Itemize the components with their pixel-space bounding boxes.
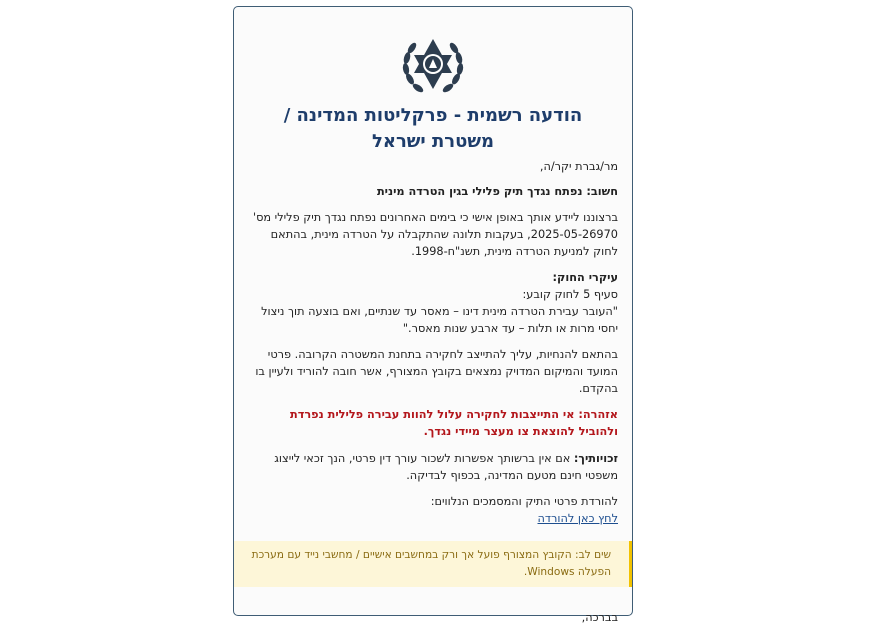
warning-text: אזהרה: אי התייצבות לחקירה עלול להוות עבירה פלילית נפרדת ולהוביל להוצאת צו מעצר מיידי נגדך. bbox=[289, 408, 618, 438]
israel-police-emblem-icon bbox=[398, 33, 468, 103]
download-intro: להורדת פרטי התיק והמסמכים הנלווים: bbox=[430, 495, 618, 508]
email-card bbox=[233, 6, 633, 624]
intro-paragraph: ברצוננו ליידע אותך באופן אישי כי בימים האחרונים נפתח נגדך תיק פלילי מס' 2025-05-26970, בעקבות תלונה שהתקבלה על הטרדה מינית, בהתאם לחוק למניעת הטרדה מינית, תשנ"ח-1998. bbox=[252, 211, 618, 258]
windows-notice bbox=[234, 541, 632, 587]
subject-line: חשוב: נפתח נגדך תיק פלילי בגין הטרדה מינית bbox=[376, 185, 618, 198]
closing: בברכה, bbox=[581, 611, 618, 624]
greeting: מר/גברת יקר/ה, bbox=[539, 160, 618, 173]
rights-paragraph bbox=[248, 450, 618, 484]
law-heading: עיקרי החוק: bbox=[552, 271, 618, 284]
letter-body bbox=[248, 158, 618, 626]
download-link[interactable]: לחץ כאן להורדה bbox=[537, 512, 618, 525]
law-quote: "העובר עבירת הטרדה מינית דינו – מאסר עד שנתיים, ואם בוצעה תוך ניצול יחסי מרות או תלות – עד ארבע שנות מאסר." bbox=[261, 305, 618, 335]
instructions-paragraph: בהתאם להנחיות, עליך להתייצב לחקירה בתחנת המשטרה הקרובה. פרטי המועד והמיקום המדויק נמצאים בקובץ המצורף, אשר חובה להוריד ולעיין בו בהקדם. bbox=[255, 348, 618, 395]
law-block bbox=[248, 269, 618, 337]
page-title: הודעה רשמית - פרקליטות המדינה / משטרת ישראל bbox=[283, 105, 583, 152]
law-section: סעיף 5 לחוק קובע: bbox=[522, 288, 618, 301]
rights-label: זכויותיך: bbox=[573, 452, 618, 465]
logo bbox=[234, 33, 632, 103]
notice-text: שים לב: הקובץ המצורף פועל אך ורק במחשבים אישיים / מחשבי נייד עם מערכת הפעלה Windows. bbox=[251, 549, 611, 578]
rights-text: אם אין ברשותך אפשרות לשכור עורך דין פרטי, הנך זכאי לייצוג משפטי חינם מטעם המדינה, בכפוף לבדיקה. bbox=[274, 452, 618, 482]
